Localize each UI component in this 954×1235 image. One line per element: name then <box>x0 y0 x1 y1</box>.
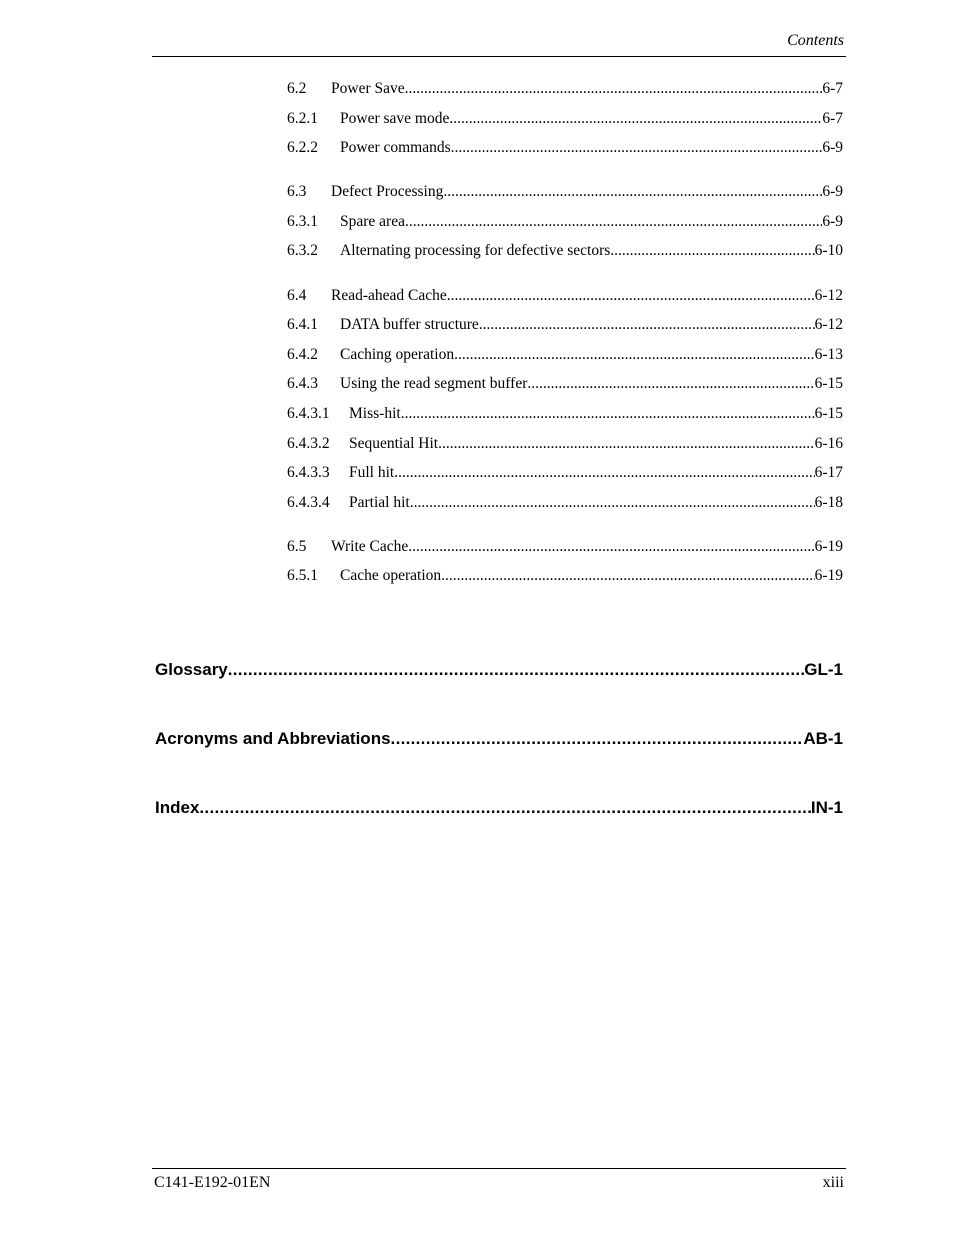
toc-entry[interactable] <box>287 429 843 459</box>
toc-entry-title: Read-ahead Cache <box>331 286 447 304</box>
toc-entry-page: 6-15 <box>814 404 843 422</box>
toc-entry-page: 6-10 <box>814 242 843 260</box>
toc-entry-number: 6.3.1 <box>287 212 318 230</box>
toc-entry-number: 6.4.3.2 <box>287 434 330 452</box>
footer-rule <box>152 1168 846 1169</box>
toc-entry[interactable] <box>287 133 843 163</box>
toc-entry-number: 6.4 <box>287 286 307 304</box>
toc-entry-page: 6-19 <box>814 537 843 555</box>
toc-entry-page: 6-16 <box>814 434 843 452</box>
toc-entry-page: 6-18 <box>814 493 843 511</box>
toc-entry-title: Cache operation <box>340 567 442 585</box>
toc-entry-title: Defect Processing <box>331 183 444 201</box>
toc-entry[interactable] <box>287 369 843 399</box>
toc-entry-title: Write Cache <box>331 537 409 555</box>
toc-entry[interactable] <box>287 104 843 134</box>
toc-entry-page: 6-7 <box>822 109 843 127</box>
toc-entry[interactable] <box>287 532 843 562</box>
toc-entry[interactable] <box>287 488 843 518</box>
leader-dots <box>610 236 814 266</box>
toc-entry-page: 6-13 <box>814 345 843 363</box>
toc-list <box>287 74 843 591</box>
toc-entry-number: 6.5 <box>287 537 307 555</box>
toc-entry-number: 6.4.3.1 <box>287 404 330 422</box>
toc-entry-title: Acronyms and Abbreviations <box>155 729 391 748</box>
toc-entry-page: 6-9 <box>822 183 843 201</box>
leader-dots <box>447 281 815 311</box>
leader-dots <box>527 369 814 399</box>
toc-entry-title: Spare area <box>340 212 405 230</box>
leader-dots <box>479 310 815 340</box>
toc-entry-number: 6.3 <box>287 183 307 201</box>
toc-entry-title: Power save mode <box>340 109 450 127</box>
toc-entry-title: DATA buffer structure <box>340 316 479 334</box>
toc-entry-page: 6-12 <box>814 316 843 334</box>
toc-entry[interactable] <box>287 177 843 207</box>
leader-dots <box>441 561 814 591</box>
toc-entry-number: 6.2 <box>287 80 307 97</box>
toc-acronyms-entry[interactable] <box>155 729 843 749</box>
leader-dots <box>391 729 804 749</box>
toc-entry-title: Partial hit <box>349 493 410 511</box>
toc-entry-title: Power commands <box>340 139 451 157</box>
toc-entry-page: 6-19 <box>814 567 843 585</box>
toc-entry-number: 6.3.2 <box>287 242 318 260</box>
toc-entry[interactable] <box>287 458 843 488</box>
toc-entry-title: Using the read segment buffer <box>340 375 528 393</box>
toc-entry-title: Glossary <box>155 660 228 679</box>
toc-entry[interactable] <box>287 399 843 429</box>
running-header: Contents <box>787 32 844 49</box>
leader-dots <box>199 798 810 818</box>
toc-entry-page: 6-9 <box>822 212 843 230</box>
toc-entry-page: 6-12 <box>814 286 843 304</box>
toc-entry[interactable] <box>287 207 843 237</box>
toc-entry[interactable] <box>287 281 843 311</box>
toc-entry-number: 6.4.3 <box>287 375 318 393</box>
toc-entry[interactable] <box>287 561 843 591</box>
toc-entry-page: AB-1 <box>803 729 843 748</box>
leader-dots <box>438 429 814 459</box>
leader-dots <box>401 399 815 429</box>
toc-entry-title: Index <box>155 798 200 817</box>
toc-entry[interactable] <box>287 74 843 104</box>
leader-dots <box>410 488 815 518</box>
toc-entry-number: 6.2.1 <box>287 109 318 127</box>
toc-entry-page: 6-17 <box>814 464 843 482</box>
leader-dots <box>443 177 822 207</box>
leader-dots <box>405 207 822 237</box>
toc-entry-page: 6-15 <box>814 375 843 393</box>
toc-entry-number: 6.2.2 <box>287 139 318 157</box>
toc-entry-number: 6.4.3.4 <box>287 493 330 511</box>
toc-entry-page: 6-9 <box>822 139 843 157</box>
leader-dots <box>408 532 814 562</box>
toc-entry-number: 6.4.1 <box>287 316 318 334</box>
toc-entry-number: 6.4.2 <box>287 345 318 363</box>
toc-entry-title: Alternating processing for defective sectors <box>340 242 611 260</box>
toc-entry-title: Full hit <box>349 464 395 482</box>
header-rule <box>152 56 846 57</box>
toc-entry[interactable] <box>287 310 843 340</box>
toc-entry-title: Miss-hit <box>349 404 401 422</box>
leader-dots <box>394 458 814 488</box>
leader-dots <box>451 133 823 163</box>
toc-entry-page: 6-7 <box>822 80 843 97</box>
leader-dots <box>405 74 823 104</box>
toc-entry[interactable] <box>287 340 843 370</box>
toc-entry-title: Sequential Hit <box>349 434 439 452</box>
toc-entry-page: GL-1 <box>804 660 843 679</box>
footer-page-number: xiii <box>822 1174 844 1191</box>
footer-doc-id: C141-E192-01EN <box>154 1174 271 1191</box>
leader-dots <box>454 340 815 370</box>
toc-entry-number: 6.4.3.3 <box>287 464 330 482</box>
toc-entry-number: 6.5.1 <box>287 567 318 585</box>
toc-entry-title: Caching operation <box>340 345 455 363</box>
toc-entry-title: Power Save <box>331 80 405 97</box>
toc-entry[interactable] <box>287 236 843 266</box>
toc-entry-page: IN-1 <box>810 798 843 817</box>
toc-glossary-entry[interactable] <box>155 660 843 680</box>
toc-index-entry[interactable] <box>155 798 843 818</box>
leader-dots <box>228 660 805 680</box>
leader-dots <box>449 104 822 134</box>
